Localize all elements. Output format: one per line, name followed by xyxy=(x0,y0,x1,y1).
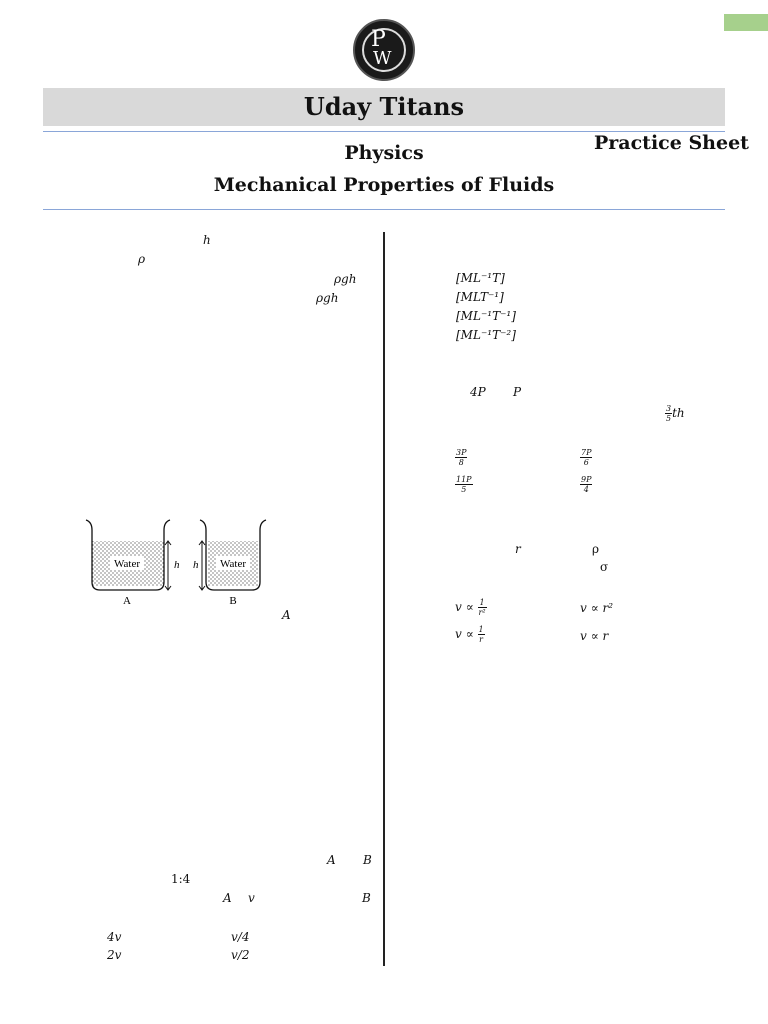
dimension-option-4: [ML⁻¹T⁻²] xyxy=(456,328,516,342)
pressure-option-1: $\frac{3P}{8}$ xyxy=(456,448,467,467)
beaker-b-height-label: h xyxy=(193,559,199,571)
option-4: v/2 xyxy=(231,948,250,962)
expr-p: P xyxy=(513,385,522,399)
var-h: h xyxy=(203,233,211,247)
chapter-title: Mechanical Properties of Fluids xyxy=(213,174,555,196)
title-banner xyxy=(43,88,725,126)
var-r: r xyxy=(515,542,521,556)
option-3: 2v xyxy=(107,948,122,962)
beaker-a-label: A xyxy=(123,595,131,607)
ratio-value: 1:4 xyxy=(171,872,191,886)
velocity-option-1: v ∝ $\frac{1}{\text{r²}}$ xyxy=(455,598,486,617)
sheet-type-label: Practice Sheet xyxy=(594,132,749,154)
pressure-option-4: $\frac{9P}{4}$ xyxy=(581,475,592,494)
velocity-option-3: v ∝ $\frac{1}{r}$ xyxy=(455,625,484,644)
var-b-2: B xyxy=(362,891,371,905)
beaker-b xyxy=(193,520,266,607)
velocity-option-2: v ∝ r² xyxy=(580,601,614,615)
column-divider xyxy=(383,232,385,966)
var-sigma: σ xyxy=(600,560,609,574)
dimension-option-2: [MLT⁻¹] xyxy=(456,290,504,304)
logo-letter-w: W xyxy=(373,48,392,69)
var-rho-right: ρ xyxy=(592,542,600,556)
expr-rhogh-1: ρgh xyxy=(334,272,357,286)
pw-logo xyxy=(353,19,415,81)
beakers-diagram xyxy=(80,516,270,608)
subject-title: Physics xyxy=(344,142,424,164)
banner-title: Uday Titans xyxy=(303,92,465,121)
var-a-below-diagram: A xyxy=(282,608,291,622)
header-rule-bottom xyxy=(43,209,725,210)
fraction-three-fifths: $\frac{3}{5}$ th xyxy=(666,404,685,423)
option-2: v/4 xyxy=(231,930,250,944)
beaker-b-fluid-label: Water xyxy=(220,558,246,570)
option-1: 4v xyxy=(107,930,122,944)
beaker-a xyxy=(86,520,180,607)
dimension-option-3: [ML⁻¹T⁻¹] xyxy=(456,309,516,323)
dimension-option-1: [ML⁻¹T] xyxy=(456,271,505,285)
var-a-tube: A xyxy=(327,853,336,867)
expr-4p: 4P xyxy=(470,385,486,399)
pressure-option-2: $\frac{7P}{6}$ xyxy=(581,448,592,467)
beaker-a-fluid-label: Water xyxy=(114,558,140,570)
corner-tab xyxy=(724,14,768,31)
expr-rhogh-2: ρgh xyxy=(316,291,339,305)
logo-letter-p: P xyxy=(371,27,386,52)
beaker-b-label: B xyxy=(229,595,237,607)
pressure-option-3: $\frac{11P}{5}$ xyxy=(456,475,472,494)
velocity-option-4: v ∝ r xyxy=(580,629,609,643)
var-b-tube: B xyxy=(363,853,372,867)
beaker-a-height-label: h xyxy=(174,559,180,571)
var-rho: ρ xyxy=(138,252,146,266)
var-v: v xyxy=(248,891,255,905)
var-a-2: A xyxy=(223,891,232,905)
